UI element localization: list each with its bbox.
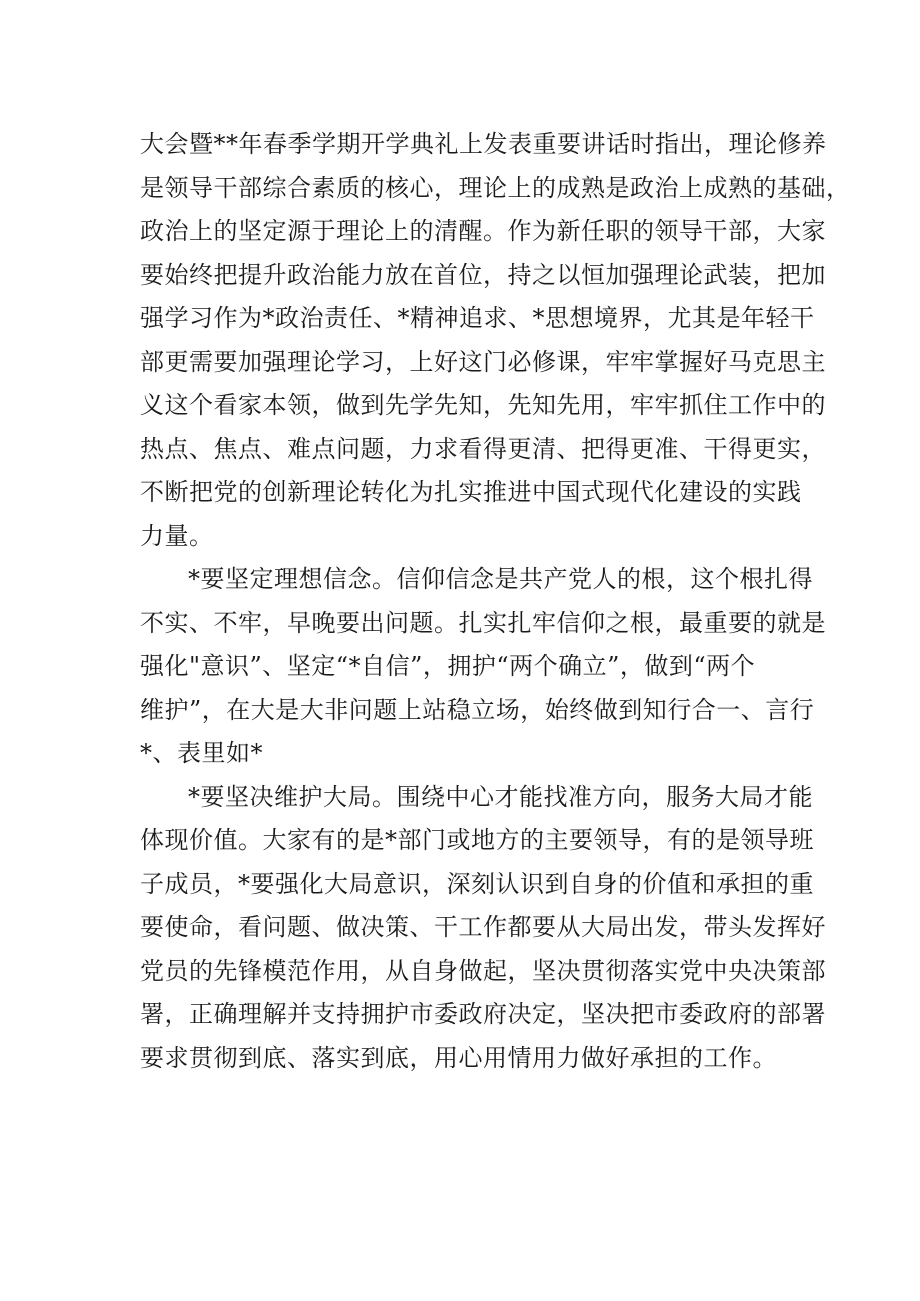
- text-line-12: 不实、不牢，早晚要出问题。扎实扎牢信仰之根，最重要的就是: [140, 608, 826, 637]
- text-line-10: 力量。: [140, 521, 214, 550]
- text-line-3: 政治上的坚定源于理论上的清醒。作为新任职的领导干部，大家: [140, 217, 826, 245]
- text-line-15: *、表里如*: [140, 739, 263, 767]
- text-line-7: 义这个看家本领，做到先学先知，先知先用，牢牢抓住工作中的: [140, 391, 826, 419]
- text-line-17: 体现价值。大家有的是*部门或地方的主要领导，有的是领导班: [140, 826, 814, 854]
- text-line-9: 不断把党的创新理论转化为扎实推进中国式现代化建设的实践: [140, 478, 802, 506]
- text-line-5: 强学习作为*政治责任、*精神追求、*思想境界，尤其是年轻干: [140, 304, 815, 332]
- text-line-18: 子成员，*要强化大局意识，深刻认识到自身的价值和承担的重: [140, 869, 814, 898]
- text-line-22: 要求贯彻到底、落实到底，用心用情用力做好承担的工作。: [140, 1043, 777, 1072]
- text-line-2: 是领导干部综合素质的核心，理论上的成熟是政治上成熟的基础，: [140, 173, 851, 202]
- paragraph-3-first-line: *要坚决维护大局。围绕中心才能找准方向，服务大局才能: [188, 782, 813, 811]
- text-line-19: 要使命，看问题、做决策、干工作都要从大局出发，带头发挥好: [140, 913, 826, 941]
- text-line-8: 热点、焦点、难点问题，力求看得更清、把得更准、干得更实，: [140, 434, 826, 463]
- paragraph-2-first-line: *要坚定理想信念。信仰信念是共产党人的根，这个根扎得: [188, 565, 813, 593]
- text-line-4: 要始终把提升政治能力放在首位，持之以恒加强理论武装，把加: [140, 260, 826, 289]
- text-line-13: 强化"意识”、坚定“*自信”，拥护“两个确立”，做到“两个: [140, 652, 756, 680]
- text-line-6: 部更需要加强理论学习，上好这门必修课，牢牢掌握好马克思主: [140, 347, 826, 376]
- text-line-20: 党员的先锋模范作用，从自身做起，坚决贯彻落实党中央决策部: [140, 956, 826, 985]
- text-line-14: 维护”，在大是大非问题上站稳立场，始终做到知行合一、言行: [140, 695, 815, 724]
- text-line-1: 大会暨**年春季学期开学典礼上发表重要讲话时指出，理论修养: [140, 130, 827, 158]
- text-line-21: 署，正确理解并支持拥护市委政府决定，坚决把市委政府的部署: [140, 1000, 826, 1028]
